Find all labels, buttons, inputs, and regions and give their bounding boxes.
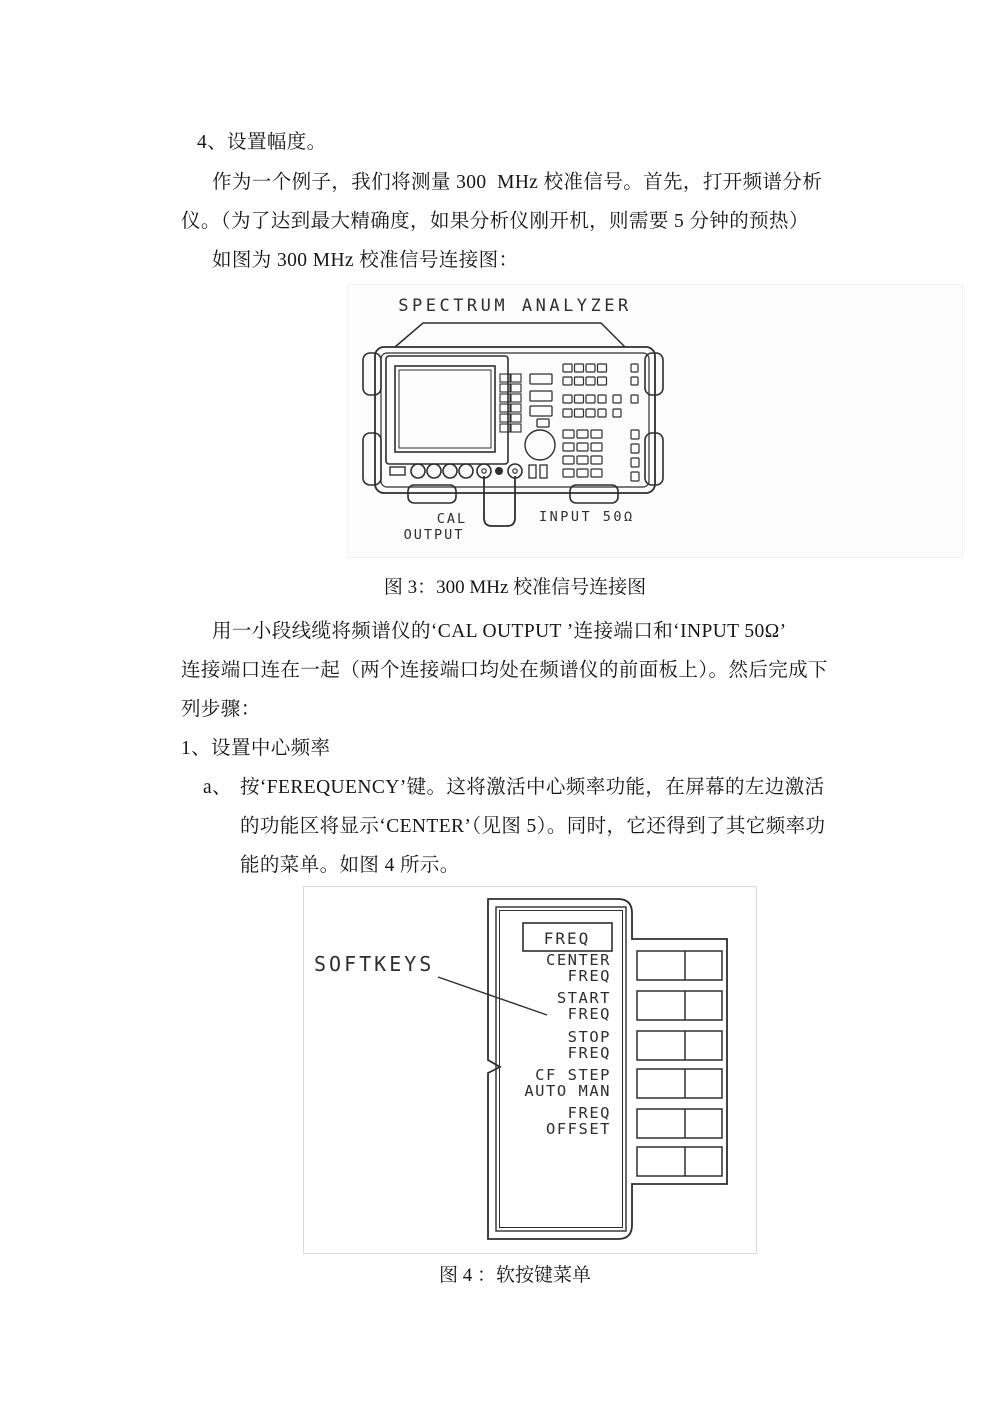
intro-line-3: 如图为 300 MHz 校准信号连接图： xyxy=(212,250,519,271)
intro-line-1: 作为一个例子，我们将测量 300 MHz 校准信号。首先，打开频谱分析 xyxy=(212,172,823,193)
menu-item-stop-freq-line1: STOP xyxy=(567,1028,611,1046)
step-a-marker: a、 xyxy=(203,777,232,798)
softkey-menu-labels xyxy=(524,951,611,1138)
analyzer-knob xyxy=(525,430,555,460)
input-label: INPUT 50Ω xyxy=(539,509,635,525)
freq-menu-title: FREQ xyxy=(543,929,591,948)
analyzer-front-connectors xyxy=(390,464,547,478)
softkey-button xyxy=(637,1069,722,1098)
menu-item-freq-offset-line2: OFFSET xyxy=(546,1120,611,1138)
analyzer-top-lid xyxy=(395,323,625,347)
softkey-button xyxy=(637,1031,722,1060)
cal-label-line1: CAL xyxy=(436,511,468,527)
softkeys-label: SOFTKEYS xyxy=(314,952,435,976)
figure3-diagram xyxy=(348,285,678,547)
cal-output-connector xyxy=(477,464,491,478)
menu-item-center-freq-line2: FREQ xyxy=(567,967,611,985)
softkey-button xyxy=(637,991,722,1020)
menu-item-cf-step-line2: AUTO MAN xyxy=(524,1082,611,1100)
analyzer-softkey-grid xyxy=(500,374,521,432)
softkey-buttons xyxy=(637,951,722,1176)
menu-item-center-freq-line1: CENTER xyxy=(546,951,611,969)
menu-item-freq-offset-line1: FREQ xyxy=(567,1104,611,1122)
section-heading: 4、设置幅度。 xyxy=(197,132,327,153)
para2-line-3: 列步骤： xyxy=(181,699,261,720)
step1-heading: 1、设置中心频率 xyxy=(181,738,331,759)
softkeys-pointer-line xyxy=(438,977,547,1015)
input-connector xyxy=(508,464,522,478)
figure3-image xyxy=(347,284,963,558)
analyzer-body xyxy=(375,347,655,493)
softkey-button xyxy=(637,1109,722,1138)
menu-item-start-freq-line2: FREQ xyxy=(567,1005,611,1023)
para2-line-1: 用一小段线缆将频谱仪的‘CAL OUTPUT ’连接端口和‘INPUT 50Ω’ xyxy=(212,621,787,642)
figure4-diagram xyxy=(304,887,754,1251)
step-a-line-3: 能的菜单。如图 4 所示。 xyxy=(240,855,460,876)
figure3-title: SPECTRUM ANALYZER xyxy=(398,296,632,316)
figure3-caption: 图 3：300 MHz 校准信号连接图 xyxy=(383,577,647,598)
softkey-button xyxy=(637,951,722,980)
analyzer-screen xyxy=(395,366,495,452)
menu-item-cf-step-line1: CF STEP xyxy=(535,1066,611,1084)
figure4-caption: 图 4 ：软按键菜单 xyxy=(438,1265,591,1286)
para2-line-2: 连接端口连在一起（两个连接端口均处在频谱仪的前面板上）。然后完成下 xyxy=(181,660,828,681)
analyzer-keypad xyxy=(563,364,639,481)
analyzer-middle-buttons xyxy=(530,374,552,427)
step-a-line-2: 的功能区将显示‘CENTER’（见图 5）。同时，它还得到了其它频率功 xyxy=(240,816,826,837)
cal-label-line2: OUTPUT xyxy=(403,527,465,543)
step-a-line-1: 按‘FEREQUENCY’键。这将激活中心频率功能，在屏幕的左边激活 xyxy=(240,777,825,798)
softkey-button xyxy=(637,1147,722,1176)
menu-item-stop-freq-line2: FREQ xyxy=(567,1044,611,1062)
figure4-image xyxy=(303,886,757,1254)
calibration-cable xyxy=(484,476,515,526)
intro-line-2: 仪。（为了达到最大精确度，如果分析仪刚开机，则需要 5 分钟的预热） xyxy=(181,211,809,232)
menu-item-start-freq-line1: START xyxy=(556,989,611,1007)
